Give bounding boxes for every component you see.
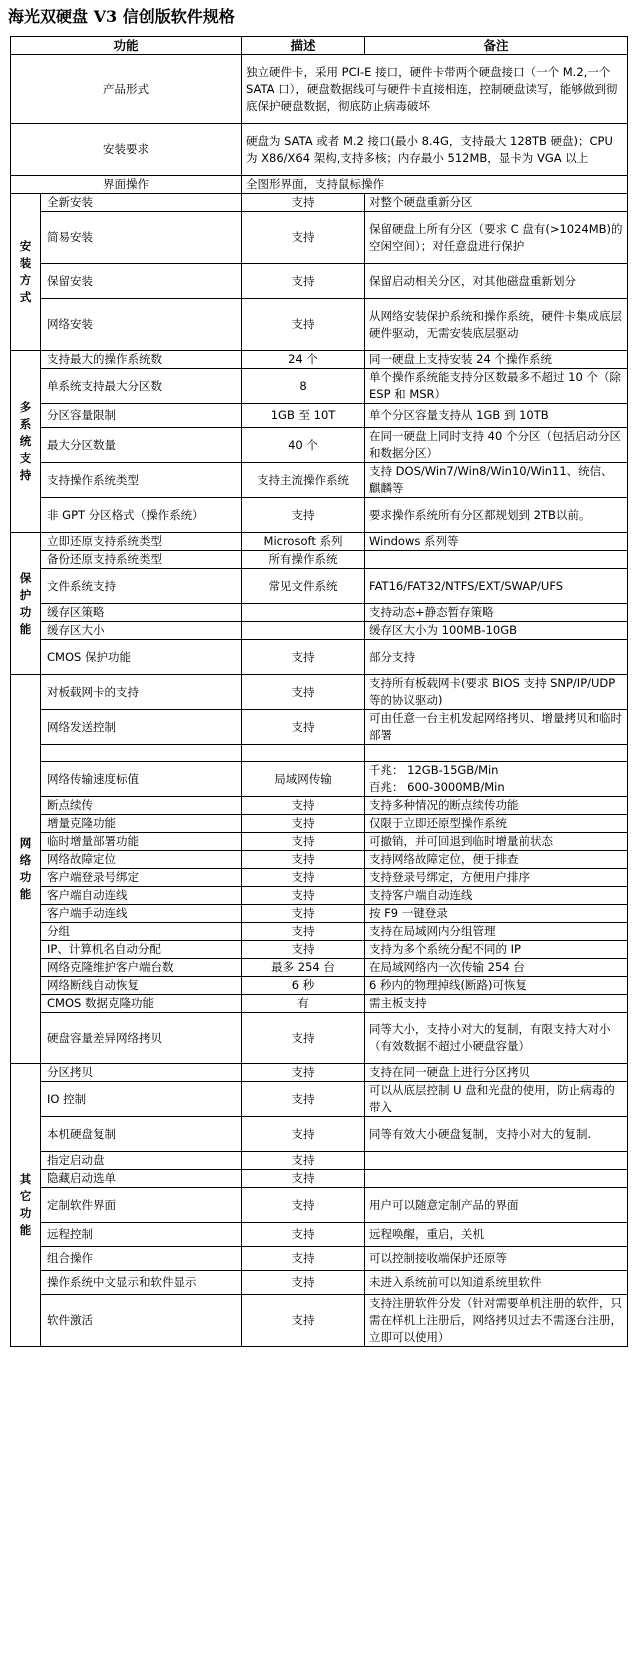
table-row <box>11 851 628 869</box>
description-cell: 支持 <box>242 299 365 351</box>
feature-cell: 分区容量限制 <box>41 404 242 428</box>
description-cell: 40 个 <box>242 428 365 463</box>
description-cell: 支持 <box>242 1295 365 1347</box>
feature-cell: CMOS 数据克隆功能 <box>41 995 242 1013</box>
remark-cell <box>365 745 628 762</box>
feature-cell: 缓存区大小 <box>41 622 242 640</box>
description-cell: 支持 <box>242 212 365 264</box>
table-row <box>11 995 628 1013</box>
feature-cell: CMOS 保护功能 <box>41 640 242 675</box>
category-label: 安 装 方 式 <box>11 194 41 351</box>
document-title: 海光双硬盘 V3 信创版软件规格 <box>8 7 235 26</box>
feature-cell: 指定启动盘 <box>41 1152 242 1170</box>
remark-cell: 仅限于立即还原型操作系统 <box>365 815 628 833</box>
table-row <box>11 369 628 404</box>
remark-cell: 未进入系统前可以知道系统里软件 <box>365 1271 628 1295</box>
table-row <box>11 264 628 299</box>
table-row <box>11 55 628 124</box>
feature-cell: 单系统支持最大分区数 <box>41 369 242 404</box>
table-row <box>11 533 628 551</box>
remark-cell: 可以控制接收端保护还原等 <box>365 1247 628 1271</box>
remark-cell: 可由任意一台主机发起网络拷贝、增量拷贝和临时部署 <box>365 710 628 745</box>
spec-table <box>10 36 628 1347</box>
feature-cell: 组合操作 <box>41 1247 242 1271</box>
table-row <box>11 1247 628 1271</box>
remark-cell: 支持客户端自动连线 <box>365 887 628 905</box>
feature-cell: 支持最大的操作系统数 <box>41 351 242 369</box>
table-row <box>11 463 628 498</box>
remark-cell: 远程唤醒，重启，关机 <box>365 1223 628 1247</box>
table-row <box>11 1271 628 1295</box>
table-row <box>11 1013 628 1064</box>
remark-cell: FAT16/FAT32/NTFS/EXT/SWAP/UFS <box>365 569 628 604</box>
description-cell: 支持 <box>242 710 365 745</box>
remark-cell: 支持注册软件分发（针对需要单机注册的软件，只需在样机上注册后，网络拷贝过去不需逐台注册，立即可以使用） <box>365 1295 628 1347</box>
description-cell: 支持 <box>242 1082 365 1117</box>
description-cell: 支持 <box>242 498 365 533</box>
remark-cell: 在同一硬盘上同时支持 40 个分区（包括启动分区和数据分区） <box>365 428 628 463</box>
remark-cell: 支持为多个系统分配不同的 IP <box>365 941 628 959</box>
table-row <box>11 762 628 797</box>
remark-cell: 同等有效大小硬盘复制，支持小对大的复制. <box>365 1117 628 1152</box>
feature-cell: 定制软件界面 <box>41 1188 242 1223</box>
remark-cell: 支持在局域网内分组管理 <box>365 923 628 941</box>
table-header-row <box>11 37 628 55</box>
remark-cell: 需主板支持 <box>365 995 628 1013</box>
description-cell: 支持 <box>242 1013 365 1064</box>
remark-cell: 在局域网络内一次传输 254 台 <box>365 959 628 977</box>
table-row <box>11 498 628 533</box>
description-cell <box>242 604 365 622</box>
header-description: 描述 <box>242 37 365 55</box>
table-row <box>11 604 628 622</box>
description-cell <box>242 622 365 640</box>
description-cell: 6 秒 <box>242 977 365 995</box>
category-label: 网 络 功 能 <box>11 675 41 1064</box>
table-row <box>11 551 628 569</box>
table-row <box>11 1152 628 1170</box>
description-cell: 支持 <box>242 640 365 675</box>
description-cell: 支持 <box>242 923 365 941</box>
description-cell: 支持 <box>242 1064 365 1082</box>
remark-cell: 支持网络故障定位，便于排查 <box>365 851 628 869</box>
feature-cell: 网络发送控制 <box>41 710 242 745</box>
table-row <box>11 1082 628 1117</box>
feature-cell: 本机硬盘复制 <box>41 1117 242 1152</box>
table-row <box>11 815 628 833</box>
description-cell: 24 个 <box>242 351 365 369</box>
remark-cell: 6 秒内的物理掉线(断路)可恢复 <box>365 977 628 995</box>
description-cell: 支持 <box>242 869 365 887</box>
category-label: 保 护 功 能 <box>11 533 41 675</box>
table-row <box>11 959 628 977</box>
table-row <box>11 797 628 815</box>
feature-cell: 全新安装 <box>41 194 242 212</box>
remark-cell: 独立硬件卡，采用 PCI-E 接口，硬件卡带两个硬盘接口（一个 M.2,一个 SATA 口），硬盘数据线可与硬件卡直接相连，控制硬盘读写，能够做到彻底保护硬盘数据，彻底防止病毒破坏 <box>242 55 628 124</box>
remark-cell: 硬盘为 SATA 或者 M.2 接口(最小 8.4G，支持最大 128TB 硬盘)；CPU 为 X86/X64 架构,支持多核；内存最小 512MB，显卡为 VGA 以上 <box>242 124 628 176</box>
description-cell: 支持 <box>242 851 365 869</box>
remark-cell: 支持登录号绑定，方便用户排序 <box>365 869 628 887</box>
feature-cell: 隐藏启动选单 <box>41 1170 242 1188</box>
description-cell: Microsoft 系列 <box>242 533 365 551</box>
description-cell: 常见文件系统 <box>242 569 365 604</box>
feature-cell: 增量克隆功能 <box>41 815 242 833</box>
feature-cell: 网络克隆维护客户端台数 <box>41 959 242 977</box>
description-cell: 支持 <box>242 797 365 815</box>
table-row <box>11 869 628 887</box>
header-remark: 备注 <box>365 37 628 55</box>
description-cell: 支持 <box>242 1271 365 1295</box>
feature-cell: 文件系统支持 <box>41 569 242 604</box>
feature-cell: IP、计算机名自动分配 <box>41 941 242 959</box>
feature-cell: 分区拷贝 <box>41 1064 242 1082</box>
category-label: 其 它 功 能 <box>11 1064 41 1347</box>
description-cell: 支持 <box>242 675 365 710</box>
remark-cell: 按 F9 一键登录 <box>365 905 628 923</box>
feature-cell: 网络故障定位 <box>41 851 242 869</box>
feature-cell: 网络安装 <box>41 299 242 351</box>
description-cell: 支持 <box>242 905 365 923</box>
remark-cell: 支持多种情况的断点续传功能 <box>365 797 628 815</box>
description-cell: 支持 <box>242 887 365 905</box>
remark-cell: 用户可以随意定制产品的界面 <box>365 1188 628 1223</box>
feature-cell: 简易安装 <box>41 212 242 264</box>
feature-cell: 客户端登录号绑定 <box>41 869 242 887</box>
remark-cell: 单个分区容量支持从 1GB 到 10TB <box>365 404 628 428</box>
feature-cell: 对板载网卡的支持 <box>41 675 242 710</box>
feature-cell: 临时增量部署功能 <box>41 833 242 851</box>
remark-cell <box>365 551 628 569</box>
table-row <box>11 1117 628 1152</box>
table-row <box>11 351 628 369</box>
remark-cell: 可以从底层控制 U 盘和光盘的使用，防止病毒的带入 <box>365 1082 628 1117</box>
table-row <box>11 977 628 995</box>
category-label: 多 系 统 支 持 <box>11 351 41 533</box>
remark-cell: 支持在同一硬盘上进行分区拷贝 <box>365 1064 628 1082</box>
feature-cell: 产品形式 <box>11 55 242 124</box>
description-cell: 最多 254 台 <box>242 959 365 977</box>
table-row <box>11 833 628 851</box>
description-cell: 支持 <box>242 1117 365 1152</box>
feature-cell: 备份还原支持系统类型 <box>41 551 242 569</box>
remark-cell: 从网络安装保护系统和操作系统，硬件卡集成底层硬件驱动，无需安装底层驱动 <box>365 299 628 351</box>
feature-cell: 分组 <box>41 923 242 941</box>
table-row <box>11 176 628 194</box>
table-row <box>11 923 628 941</box>
feature-cell: 界面操作 <box>11 176 242 194</box>
feature-cell <box>41 745 242 762</box>
description-cell: 支持 <box>242 815 365 833</box>
remark-cell: 缓存区大小为 100MB-10GB <box>365 622 628 640</box>
description-cell: 支持 <box>242 1223 365 1247</box>
feature-cell: 支持操作系统类型 <box>41 463 242 498</box>
remark-cell: 全图形界面，支持鼠标操作 <box>242 176 628 194</box>
description-cell: 支持 <box>242 264 365 299</box>
table-row <box>11 675 628 710</box>
remark-cell: 支持动态+静态暂存策略 <box>365 604 628 622</box>
feature-cell: 网络断线自动恢复 <box>41 977 242 995</box>
description-cell: 8 <box>242 369 365 404</box>
feature-cell: 非 GPT 分区格式（操作系统） <box>41 498 242 533</box>
feature-cell: 最大分区数量 <box>41 428 242 463</box>
table-row <box>11 745 628 762</box>
feature-cell: 硬盘容量差异网络拷贝 <box>41 1013 242 1064</box>
description-cell: 支持 <box>242 1170 365 1188</box>
table-row <box>11 212 628 264</box>
description-cell: 所有操作系统 <box>242 551 365 569</box>
feature-cell: 客户端手动连线 <box>41 905 242 923</box>
remark-cell: 部分支持 <box>365 640 628 675</box>
table-row <box>11 299 628 351</box>
table-row <box>11 941 628 959</box>
feature-cell: 立即还原支持系统类型 <box>41 533 242 551</box>
feature-cell: 软件激活 <box>41 1295 242 1347</box>
feature-cell: 缓存区策略 <box>41 604 242 622</box>
description-cell: 支持 <box>242 194 365 212</box>
header-function: 功能 <box>11 37 242 55</box>
description-cell: 有 <box>242 995 365 1013</box>
feature-cell: 网络传输速度标值 <box>41 762 242 797</box>
table-row <box>11 124 628 176</box>
table-row <box>11 569 628 604</box>
remark-cell: 同一硬盘上支持安装 24 个操作系统 <box>365 351 628 369</box>
remark-cell: 同等大小，支持小对大的复制，有限支持大对小（有效数据不超过小硬盘容量） <box>365 1013 628 1064</box>
feature-cell: IO 控制 <box>41 1082 242 1117</box>
table-row <box>11 710 628 745</box>
remark-cell: 要求操作系统所有分区都规划到 2TB以前。 <box>365 498 628 533</box>
remark-cell <box>365 1170 628 1188</box>
table-row <box>11 1064 628 1082</box>
feature-cell: 操作系统中文显示和软件显示 <box>41 1271 242 1295</box>
remark-cell <box>365 1152 628 1170</box>
feature-cell: 远程控制 <box>41 1223 242 1247</box>
table-row <box>11 622 628 640</box>
feature-cell: 保留安装 <box>41 264 242 299</box>
table-row <box>11 1170 628 1188</box>
table-body <box>11 55 628 1347</box>
table-row <box>11 194 628 212</box>
description-cell: 局域网传输 <box>242 762 365 797</box>
remark-cell: 支持所有板载网卡(要求 BIOS 支持 SNP/IP/UDP 等的协议驱动) <box>365 675 628 710</box>
description-cell <box>242 745 365 762</box>
remark-cell: Windows 系列等 <box>365 533 628 551</box>
remark-cell: 保留硬盘上所有分区（要求 C 盘有(>1024MB)的空闲空间）；对任意盘进行保护 <box>365 212 628 264</box>
remark-cell: 对整个硬盘重新分区 <box>365 194 628 212</box>
description-cell: 支持 <box>242 1188 365 1223</box>
remark-cell: 支持 DOS/Win7/Win8/Win10/Win11、统信、麒麟等 <box>365 463 628 498</box>
table-row <box>11 1295 628 1347</box>
remark-cell: 可撤销，并可回退到临时增量前状态 <box>365 833 628 851</box>
description-cell: 支持 <box>242 1247 365 1271</box>
feature-cell: 断点续传 <box>41 797 242 815</box>
table-row <box>11 887 628 905</box>
table-row <box>11 640 628 675</box>
description-cell: 支持 <box>242 941 365 959</box>
remark-cell: 千兆： 12GB-15GB/Min 百兆： 600-3000MB/Min <box>365 762 628 797</box>
description-cell: 支持 <box>242 833 365 851</box>
feature-cell: 安装要求 <box>11 124 242 176</box>
table-row <box>11 428 628 463</box>
remark-cell: 保留启动相关分区，对其他磁盘重新划分 <box>365 264 628 299</box>
description-cell: 支持主流操作系统 <box>242 463 365 498</box>
feature-cell: 客户端自动连线 <box>41 887 242 905</box>
table-row <box>11 1223 628 1247</box>
table-row <box>11 905 628 923</box>
table-row <box>11 1188 628 1223</box>
description-cell: 1GB 至 10T <box>242 404 365 428</box>
description-cell: 支持 <box>242 1152 365 1170</box>
remark-cell: 单个操作系统能支持分区数最多不超过 10 个（除 ESP 和 MSR） <box>365 369 628 404</box>
table-row <box>11 404 628 428</box>
